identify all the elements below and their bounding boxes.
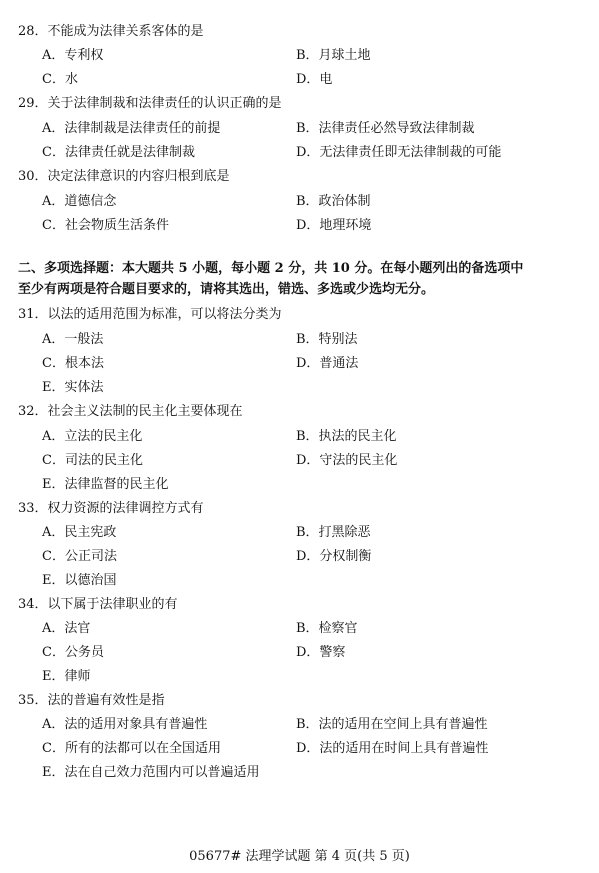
question-30-option-a: A．道德信念 bbox=[42, 194, 117, 209]
question-28-option-a: A．专利权 bbox=[42, 48, 104, 63]
question-34-option-e: E．律师 bbox=[42, 669, 91, 684]
question-35-option-a: A．法的适用对象具有普遍性 bbox=[42, 717, 208, 732]
question-31-option-d: D．普通法 bbox=[296, 356, 359, 371]
question-29-option-d: D．无法律责任即无法律制裁的可能 bbox=[296, 145, 502, 160]
question-31-option-a: A．一般法 bbox=[42, 332, 104, 347]
question-31-option-b: B．特别法 bbox=[296, 332, 358, 347]
question-30-option-d: D．地理环境 bbox=[296, 218, 372, 233]
question-30-stem: 30．决定法律意识的内容归根到底是 bbox=[18, 169, 230, 184]
question-34-option-b: B．检察官 bbox=[296, 621, 358, 636]
question-35-option-c: C．所有的法都可以在全国适用 bbox=[42, 741, 221, 756]
question-35-option-d: D．法的适用在时间上具有普遍性 bbox=[296, 741, 489, 756]
question-35-stem: 35．法的普遍有效性是指 bbox=[18, 693, 165, 708]
question-34-option-a: A．法官 bbox=[42, 621, 91, 636]
question-34-option-d: D．警察 bbox=[296, 645, 346, 660]
question-29-option-b: B．法律责任必然导致法律制裁 bbox=[296, 121, 475, 136]
question-29-option-a: A．法律制裁是法律责任的前提 bbox=[42, 121, 221, 136]
question-32-option-c: C．司法的民主化 bbox=[42, 453, 143, 468]
question-33-option-b: B．打黑除恶 bbox=[296, 525, 371, 540]
page-footer: 05677# 法理学试题 第 4 页(共 5 页) bbox=[189, 849, 410, 864]
question-28-stem: 28．不能成为法律关系客体的是 bbox=[18, 24, 204, 39]
question-32-stem: 32．社会主义法制的民主化主要体现在 bbox=[18, 404, 243, 419]
question-30-option-c: C．社会物质生活条件 bbox=[42, 218, 169, 233]
question-32-option-b: B．执法的民主化 bbox=[296, 429, 397, 444]
question-31-option-c: C．根本法 bbox=[42, 356, 104, 371]
question-32-option-d: D．守法的民主化 bbox=[296, 453, 398, 468]
question-35-option-e: E．法在自己效力范围内可以普遍适用 bbox=[42, 765, 260, 780]
question-33-option-a: A．民主宪政 bbox=[42, 525, 117, 540]
question-31-stem: 31．以法的适用范围为标准，可以将法分类为 bbox=[18, 307, 282, 322]
question-28-option-b: B．月球土地 bbox=[296, 48, 371, 63]
section-2-line-1: 二、多项选择题：本大题共 5 小题，每小题 2 分，共 10 分。在每小题列出的备选项中 bbox=[18, 261, 524, 276]
section-2-instructions bbox=[18, 258, 588, 300]
question-28-option-c: C．水 bbox=[42, 72, 78, 87]
question-30-option-b: B．政治体制 bbox=[296, 194, 371, 209]
question-28-option-d: D．电 bbox=[296, 72, 333, 87]
question-32-option-e: E．法律监督的民主化 bbox=[42, 477, 169, 492]
question-33-option-c: C．公正司法 bbox=[42, 549, 117, 564]
section-2-line-2: 至少有两项是符合题目要求的，请将其选出，错选、多选或少选均无分。 bbox=[18, 282, 435, 297]
question-29-stem: 29．关于法律制裁和法律责任的认识正确的是 bbox=[18, 96, 282, 111]
question-34-stem: 34．以下属于法律职业的有 bbox=[18, 597, 178, 612]
question-33-option-e: E．以德治国 bbox=[42, 573, 117, 588]
question-29-option-c: C．法律责任就是法律制裁 bbox=[42, 145, 195, 160]
question-32-option-a: A．立法的民主化 bbox=[42, 429, 143, 444]
question-34-option-c: C．公务员 bbox=[42, 645, 104, 660]
question-35-option-b: B．法的适用在空间上具有普遍性 bbox=[296, 717, 488, 732]
question-33-stem: 33．权力资源的法律调控方式有 bbox=[18, 501, 204, 516]
question-33-option-d: D．分权制衡 bbox=[296, 549, 372, 564]
question-31-option-e: E．实体法 bbox=[42, 380, 104, 395]
